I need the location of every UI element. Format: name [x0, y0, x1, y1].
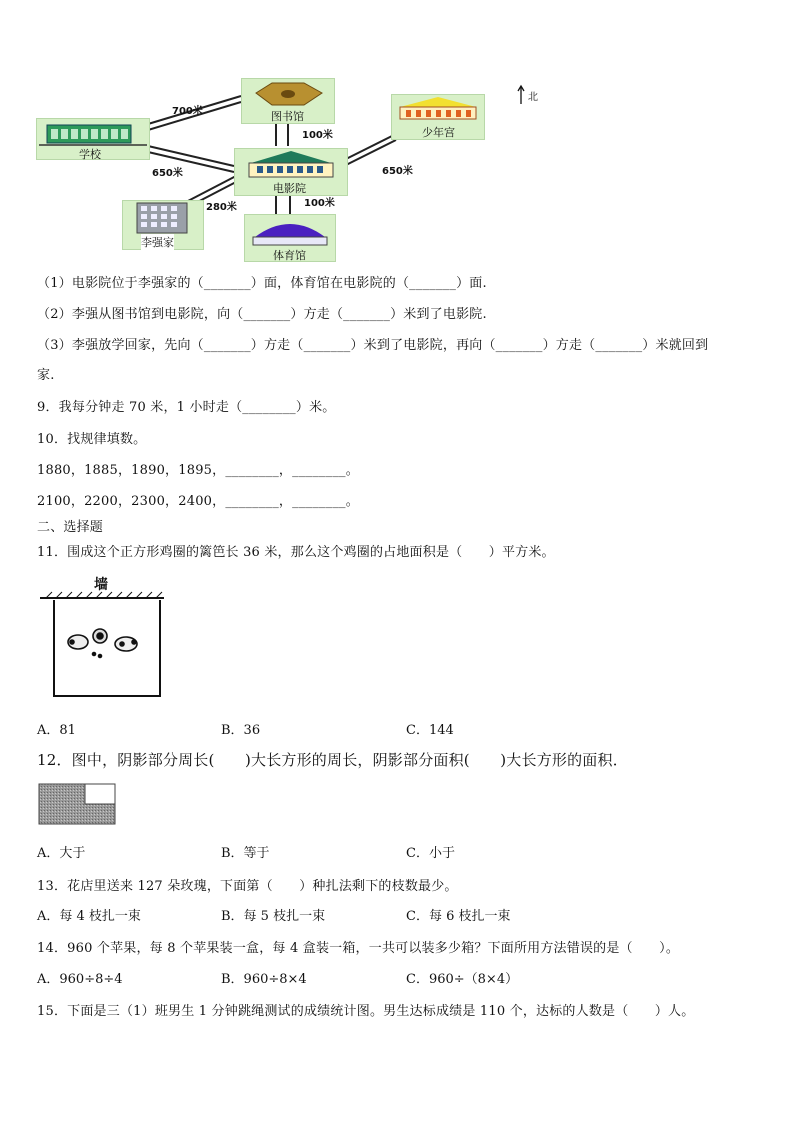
q11-option-a[interactable]: A．81 [37, 723, 76, 738]
cinema-label: 电影院 [273, 182, 306, 195]
school-label: 学校 [79, 148, 101, 161]
q8-sub1: （1）电影院位于李强家的（_______）面，体育馆在电影院的（_______）面. [37, 276, 487, 291]
chicken-pen-figure [38, 576, 168, 702]
north-indicator [516, 84, 546, 106]
q14-option-a[interactable]: A．960÷8÷4 [37, 972, 123, 987]
q13-option-b[interactable]: B．每 5 枝扎一束 [221, 909, 326, 924]
q13-text: 13．花店里送来 127 朵玫瑰，下面第（ ）种扎法剩下的枝数最少。 [37, 879, 458, 894]
cinema-building [234, 148, 348, 196]
youth-palace-label: 少年宫 [422, 126, 455, 139]
q10-title: 10．找规律填数。 [37, 432, 147, 447]
gym-label: 体育馆 [273, 249, 306, 262]
shaded-rectangle-figure [38, 783, 116, 825]
dist-library-cinema: 100米 [302, 130, 333, 141]
gym-building [244, 214, 336, 262]
q12-option-b[interactable]: B．等于 [221, 846, 270, 861]
dist-home-cinema: 280米 [206, 202, 237, 213]
wall-label: 墙 [94, 577, 108, 593]
q8-sub3-cont: 家. [37, 368, 55, 383]
q11-option-b[interactable]: B．36 [221, 723, 261, 738]
library-building [241, 78, 335, 124]
q13-option-a[interactable]: A．每 4 枝扎一束 [37, 909, 141, 924]
dist-school-cinema: 650米 [152, 168, 183, 179]
dist-cinema-gym: 100米 [304, 198, 335, 209]
liqiang-home-label: 李强家 [141, 236, 174, 249]
section-title: 二、选择题 [37, 520, 104, 535]
q11-text: 11．围成这个正方形鸡圈的篱笆长 36 米，那么这个鸡圈的占地面积是（ ）平方米。 [37, 545, 555, 560]
map-figure [36, 74, 538, 264]
school-building [36, 118, 150, 160]
q10-row2: 2100，2200，2300，2400，________，________。 [37, 494, 359, 509]
q8-sub3: （3）李强放学回家，先向（_______）方走（_______）米到了电影院，再向（_______）方走（_______）米就回到 [37, 338, 709, 353]
q14-text: 14．960 个苹果，每 8 个苹果装一盒，每 4 盒装一箱，一共可以装多少箱？下面所用方法错误的是（ ）。 [37, 941, 680, 956]
north-label: 北 [528, 92, 538, 103]
library-label: 图书馆 [271, 110, 304, 123]
north-arrow-icon [516, 84, 526, 104]
q12-text: 12．图中，阴影部分周长( )大长方形的周长，阴影部分面积( )大长方形的面积． [37, 751, 628, 769]
youth-palace-building [391, 94, 485, 140]
chickens-icon [68, 629, 137, 658]
dist-cinema-youth: 650米 [382, 166, 413, 177]
q12-option-c[interactable]: C．小于 [406, 846, 455, 861]
liqiang-home-building [122, 200, 204, 250]
q12-option-a[interactable]: A．大于 [37, 846, 86, 861]
q14-option-b[interactable]: B．960÷8×4 [221, 972, 307, 987]
q8-sub2: （2）李强从图书馆到电影院，向（_______）方走（_______）米到了电影院. [37, 307, 487, 322]
q15-text: 15．下面是三（1）班男生 1 分钟跳绳测试的成绩统计图。男生达标成绩是 110 个，达标的人数是（ ）人。 [37, 1004, 695, 1019]
q14-option-c[interactable]: C．960÷（8×4） [406, 972, 519, 987]
q10-row1: 1880，1885，1890，1895，________，________。 [37, 463, 359, 478]
q11-option-c[interactable]: C．144 [406, 723, 454, 738]
dist-school-library: 700米 [172, 106, 203, 117]
q13-option-c[interactable]: C．每 6 枝扎一束 [406, 909, 511, 924]
q9: 9．我每分钟走 70 米，1 小时走（________）米。 [37, 400, 336, 415]
